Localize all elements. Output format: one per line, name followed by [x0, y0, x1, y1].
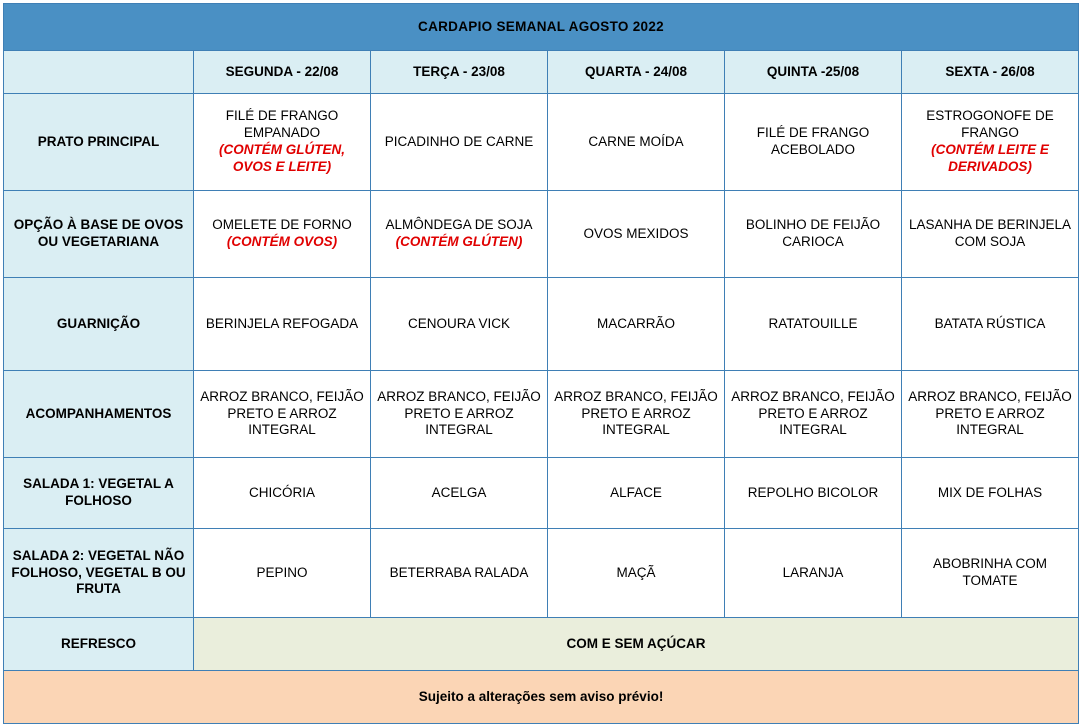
cell-text: ARROZ BRANCO, FEIJÃO PRETO E ARROZ INTEGRAL	[731, 388, 895, 438]
cell-acompanhamentos-monday	[194, 371, 371, 458]
cell-salada2-tuesday	[371, 529, 548, 618]
title-row	[4, 4, 1079, 51]
cell-text: LARANJA	[782, 564, 844, 580]
row-header-guarnicao: GUARNIÇÃO	[4, 278, 194, 371]
table-row	[4, 529, 1079, 618]
cell-text: FILÉ DE FRANGO EMPANADO	[225, 108, 339, 141]
cell-acompanhamentos-wednesday	[548, 371, 725, 458]
cell-salada2-wednesday	[548, 529, 725, 618]
cell-acompanhamentos-friday	[902, 371, 1079, 458]
cell-text: OMELETE DE FORNO	[212, 217, 352, 233]
cell-text: MIX DE FOLHAS	[937, 484, 1043, 500]
cell-salada1-tuesday	[371, 458, 548, 529]
cell-salada1-monday	[194, 458, 371, 529]
weekly-menu-table	[3, 3, 1079, 724]
row-header-opcao-ovos-vegetariana: OPÇÃO À BASE DE OVOS OU VEGETARIANA	[4, 191, 194, 278]
cell-guarnicao-thursday	[725, 278, 902, 371]
cell-opcao-tuesday	[371, 191, 548, 278]
cell-opcao-wednesday	[548, 191, 725, 278]
cell-text: OVOS MEXIDOS	[583, 225, 689, 241]
cell-text: ARROZ BRANCO, FEIJÃO PRETO E ARROZ INTEGRAL	[377, 388, 541, 438]
column-header-tuesday: TERÇA - 23/08	[371, 51, 548, 94]
footer-row	[4, 671, 1079, 724]
cell-text: CENOURA VICK	[407, 315, 511, 331]
cell-opcao-monday	[194, 191, 371, 278]
cell-acompanhamentos-tuesday	[371, 371, 548, 458]
row-header-acompanhamentos: ACOMPANHAMENTOS	[4, 371, 194, 458]
cell-salada1-thursday	[725, 458, 902, 529]
cell-text: ACELGA	[431, 484, 487, 500]
row-header-salada-2: SALADA 2: VEGETAL NÃO FOLHOSO, VEGETAL B OU FRUTA	[4, 529, 194, 618]
cell-text: BOLINHO DE FEIJÃO CARIOCA	[745, 217, 881, 249]
cell-refresco-value: COM E SEM AÇÚCAR	[194, 618, 1079, 671]
cell-text: ALMÔNDEGA DE SOJA	[385, 217, 533, 233]
column-header-wednesday: QUARTA - 24/08	[548, 51, 725, 94]
cell-text: LASANHA DE BERINJELA COM SOJA	[908, 217, 1072, 249]
column-header-thursday: QUINTA -25/08	[725, 51, 902, 94]
cell-text: ESTROGONOFE DE FRANGO	[926, 108, 1054, 141]
cell-text: MAÇÃ	[616, 564, 656, 580]
page-title: CARDAPIO SEMANAL AGOSTO 2022	[4, 4, 1079, 51]
cell-prato-principal-monday	[194, 94, 371, 191]
cell-salada2-thursday	[725, 529, 902, 618]
cell-text: FILÉ DE FRANGO ACEBOLADO	[756, 125, 870, 157]
cell-text: PICADINHO DE CARNE	[384, 133, 534, 149]
cell-guarnicao-friday	[902, 278, 1079, 371]
cell-salada1-friday	[902, 458, 1079, 529]
cell-prato-principal-thursday	[725, 94, 902, 191]
cell-salada2-monday	[194, 529, 371, 618]
cell-text: ALFACE	[610, 484, 662, 500]
cell-salada1-wednesday	[548, 458, 725, 529]
cell-allergen-note: (CONTÉM GLÚTEN, OVOS E LEITE)	[219, 142, 345, 174]
table-row	[4, 94, 1079, 191]
cell-opcao-friday	[902, 191, 1079, 278]
cell-salada2-friday	[902, 529, 1079, 618]
row-header-refresco: REFRESCO	[4, 618, 194, 671]
refresco-row	[4, 618, 1079, 671]
cell-guarnicao-wednesday	[548, 278, 725, 371]
column-header-monday: SEGUNDA - 22/08	[194, 51, 371, 94]
cell-guarnicao-tuesday	[371, 278, 548, 371]
cell-text: BATATA RÚSTICA	[934, 315, 1046, 331]
cell-text: MACARRÃO	[596, 315, 675, 331]
cell-prato-principal-friday	[902, 94, 1079, 191]
cell-prato-principal-wednesday	[548, 94, 725, 191]
cell-text: PEPINO	[256, 564, 308, 580]
cell-text: ARROZ BRANCO, FEIJÃO PRETO E ARROZ INTEGRAL	[554, 388, 718, 438]
column-header-friday: SEXTA - 26/08	[902, 51, 1079, 94]
cell-acompanhamentos-thursday	[725, 371, 902, 458]
table-row	[4, 191, 1079, 278]
cell-opcao-thursday	[725, 191, 902, 278]
cell-text: ARROZ BRANCO, FEIJÃO PRETO E ARROZ INTEGRAL	[200, 388, 364, 438]
cell-text: BETERRABA RALADA	[389, 564, 529, 580]
footer-note: Sujeito a alterações sem aviso prévio!	[4, 671, 1079, 724]
cell-text: BERINJELA REFOGADA	[205, 315, 359, 331]
table-row	[4, 458, 1079, 529]
cell-text: CHICÓRIA	[248, 484, 315, 500]
table-row	[4, 371, 1079, 458]
cell-text: RATATOUILLE	[768, 315, 858, 331]
cell-allergen-note: (CONTÉM OVOS)	[226, 234, 338, 249]
cell-text: CARNE MOÍDA	[588, 133, 684, 149]
row-header-prato-principal: PRATO PRINCIPAL	[4, 94, 194, 191]
table-row	[4, 278, 1079, 371]
cell-text: ABOBRINHA COM TOMATE	[932, 556, 1048, 588]
cell-allergen-note: (CONTÉM LEITE E DERIVADOS)	[931, 142, 1049, 174]
cell-text: REPOLHO BICOLOR	[747, 484, 879, 500]
cell-guarnicao-monday	[194, 278, 371, 371]
row-header-salada-1: SALADA 1: VEGETAL A FOLHOSO	[4, 458, 194, 529]
table-corner	[4, 51, 194, 94]
cell-text: ARROZ BRANCO, FEIJÃO PRETO E ARROZ INTEGRAL	[908, 388, 1072, 438]
cell-allergen-note: (CONTÉM GLÚTEN)	[395, 234, 523, 249]
header-row	[4, 51, 1079, 94]
cell-prato-principal-tuesday	[371, 94, 548, 191]
